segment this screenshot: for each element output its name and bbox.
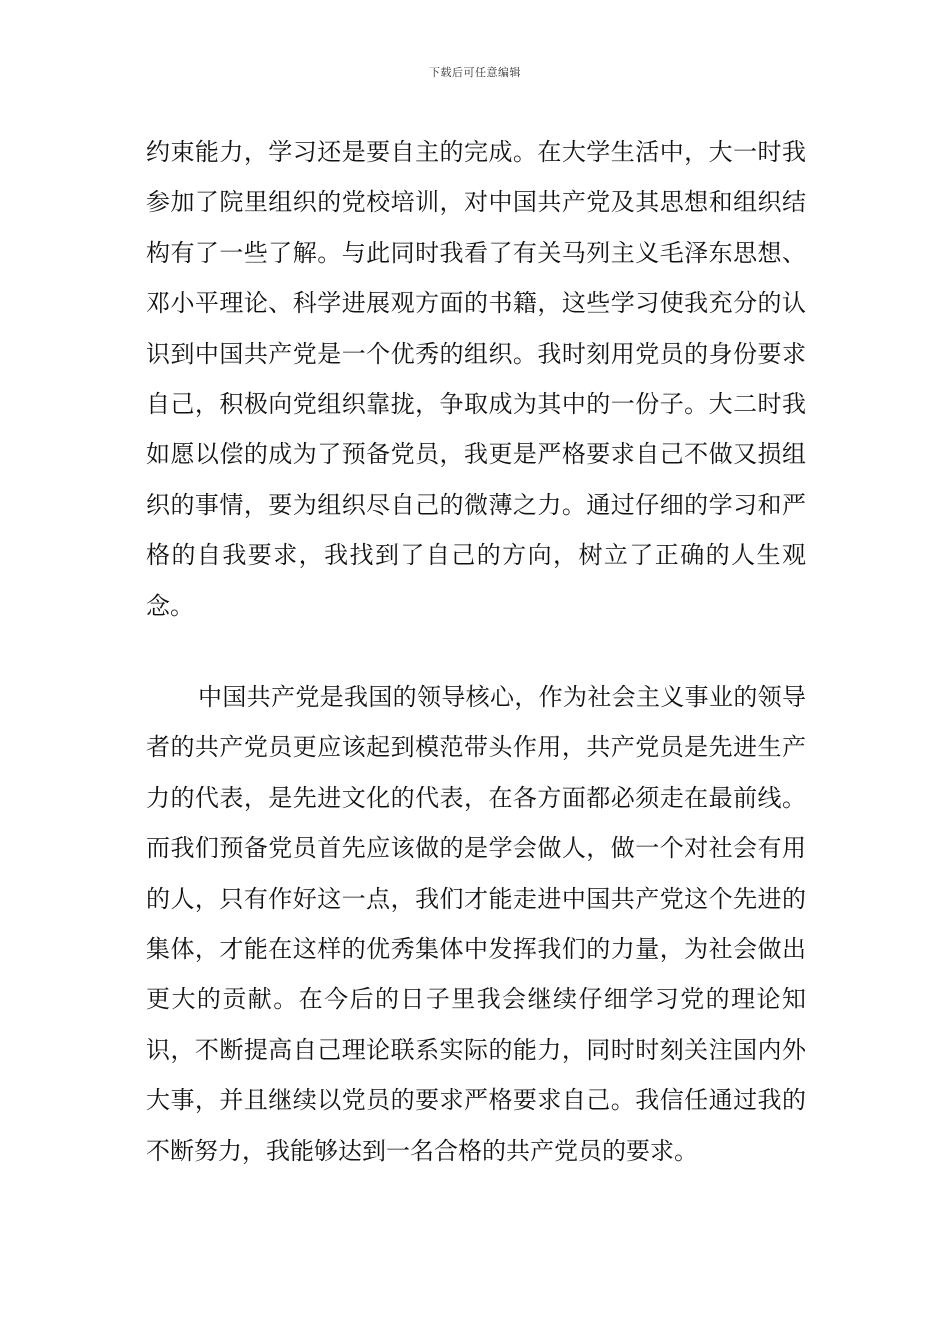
header-note: 下载后可任意编辑 — [429, 66, 521, 79]
body-paragraph-1: 约束能力，学习还是要自主的完成。在大学生活中，大一时我参加了院里组织的党校培训，对中国共产党及其思想和组织结构有了一些了解。与此同时我看了有关马列主义毛泽东思想、邓小平理论、科学进展观方面的书籍，这些学习使我充分的认识到中国共产党是一个优秀的组织。我时刻用党员的身份要求自己，积极向党组织靠拢，争取成为其中的一份子。大二时我如愿以偿的成为了预备党员，我更是严格要求自己不做又损组织的事情，要为组织尽自己的微薄之力。通过仔细的学习和严格的自我要求，我找到了自己的方向，树立了正确的人生观念。 — [146, 138, 806, 620]
body-paragraph-2: 中国共产党是我国的领导核心，作为社会主义事业的领导者的共产党员更应该起到模范带头作用，共产党员是先进生产力的代表，是先进文化的代表，在各方面都必须走在最前线。而我们预备党员首先应该做的是学会做人，做一个对社会有用的人，只有作好这一点，我们才能走进中国共产党这个先进的集体，才能在这样的优秀集体中发挥我们的力量，为社会做出更大的贡献。在今后的日子里我会继续仔细学习党的理论知识，不断提高自己理论联系实际的能力，同时时刻关注国内外大事，并且继续以党员的要求严格要求自己。我信任通过我的不断努力，我能够达到一名合格的共产党员的要求。 — [146, 683, 806, 1165]
